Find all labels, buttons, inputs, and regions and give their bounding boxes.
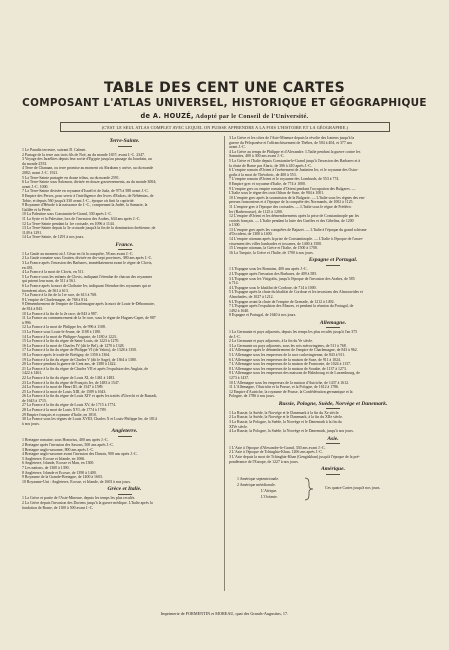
map-entry: 26 La France à la fin du règne de Louis XIV et après les traités d'Utrecht et de Rastadt, xyxy=(22,394,158,399)
adoption-text: Adopté par le Conseil de l'Université. xyxy=(195,113,309,120)
section-rule xyxy=(118,146,132,147)
map-entry: la chute de Rome par Alaric, de 306 à 410 après J.-C. xyxy=(229,163,312,168)
map-entry: 7 La Terre-Sainte divisée en royaume d'Israël et de Juda, de 975 à 588 avant J.-C. xyxy=(22,189,149,194)
map-entry: 4 La Grèce au temps de Philippe et d'Alexandre. L'Italie pendant la guerre contre les xyxy=(229,149,361,154)
map-entry: 29 Empire français et royaume d'Italie, en 1810. xyxy=(22,412,97,417)
map-entry: 10 L'Allemagne sous les empereurs de la maison d'Autriche, de 1437 à 1612. xyxy=(229,380,350,385)
map-entry: 2 La Germanie et pays adjacents, à la fin du Ve siècle. xyxy=(229,339,314,344)
adoption-line xyxy=(0,112,449,120)
map-entry: 4 L'Allemagne après le démembrement de l'empire de Charlemagne, de 843 à 962. xyxy=(229,348,358,353)
map-entry: d'Occident, de 1300 à 1400. xyxy=(229,232,273,237)
map-entry: 2 Amérique méridionale. xyxy=(237,483,276,488)
map-entry: 9 Royaume de la Grande-Bretagne, de 1400 à 1603. xyxy=(22,475,103,480)
map-entry: 1 La Germanie et pays adjacents, depuis les temps les plus reculés jusqu'à l'an 375 xyxy=(229,329,358,334)
section-heading: Angleterre. xyxy=(111,428,138,435)
map-entry: 2 La Gaule romaine sous Gratien, divisée en dix-sept provinces, 380 ans après J.-C. xyxy=(22,256,153,261)
map-entry: 23 La France à la fin du règne de François Ier, de 1483 à 1547. xyxy=(22,380,120,385)
map-entry: 15 La France à la fin du règne de Saint-Louis, de 1223 à 1270. xyxy=(22,339,120,344)
map-entry: vissement des villes lombardes et toscanes, de 1400 à 1500. xyxy=(229,241,323,246)
map-entry: 27 La France à la fin du règne de Louis XV, de 1715 à 1774. xyxy=(22,403,117,408)
map-entry: L'Afrique. xyxy=(261,489,278,494)
section-rule xyxy=(326,327,340,328)
map-entry: 10 La France à la fin de la 2e race, de 843 à 987. xyxy=(22,311,98,316)
section-heading: Asie. xyxy=(327,435,339,442)
map-entry: de J.-C. xyxy=(229,334,241,339)
section-rule xyxy=(326,443,340,444)
map-entry: formèrent alors, de 561 à 613. xyxy=(22,288,69,293)
section-rule xyxy=(326,265,340,266)
map-entry: 14 L'empire ottoman après la prise de Constantinople. — L'Italie à l'époque de l'asser- xyxy=(229,237,364,242)
map-entry: 5 L'Allemagne sous les empereurs de la race carlovingienne, de 843 à 911. xyxy=(229,352,346,357)
map-entry: 10 Royaume-Uni : Angleterre, Écosse, et Irlande, de 1603 à nos jours. xyxy=(22,479,132,484)
section-heading: Grèce et Italie. xyxy=(107,486,142,493)
map-entry: 4 La Russie, la Pologne, la Suède, la Norvège et le Danemark, jusqu'à nos jours. xyxy=(229,429,354,434)
map-entry: 5 Angleterre, Écosse et Irlande, en 1066. xyxy=(22,456,86,461)
map-entry: 17 La France à la fin du règne de Philippe VI (de Valois), de 1328 à 1350. xyxy=(22,348,138,353)
map-entry: de 814 à 843. xyxy=(22,307,43,311)
map-entry: 1422 à 1461. xyxy=(22,371,43,376)
map-entry: 3 L'Espagne sous les Visigoths, jusqu'à l'époque de l'invasion des Arabes, de 585 xyxy=(229,276,355,281)
map-entry: 4 L'Espagne sous le khalifat de Cordoue, de 714 à 1000. xyxy=(229,285,317,290)
map-entry: 1 Le Paradis terrestre, suivant D. Calmet. xyxy=(22,148,87,152)
map-entry: guerre du Péloponèse et l'affranchissement de Thèbes, de 504 à 404, et 377 ans xyxy=(229,140,352,145)
map-entry: 13 L'empire grec après les conquêtes de Bajazet. — L'Italie à l'époque du grand schisme xyxy=(229,227,367,232)
map-entry: 4 Bretagne anglo-saxonne avant l'invasion des Danois, 900 ans après J.-C. xyxy=(22,452,138,457)
map-entry: 1 Bretagne romaine, sous Honorius, 400 ans après J.-C. xyxy=(22,438,109,443)
map-entry: 8 Empire des Perses, pour servir à l'intelligence des livres d'Esdras, de Néhémias, de xyxy=(22,193,154,198)
section-heading: Russie, Pologne, Suède, Norvège et Danemark. xyxy=(278,400,388,407)
map-entry: 5 La Grèce et l'Italie depuis Constantin-le-Grand jusqu'à l'invasion des Barbares et à xyxy=(229,158,361,163)
section-heading: Espagne et Portugal. xyxy=(308,257,358,264)
map-entry: 2 Partage de la terre aux trois fils de Noé, au du monde 1657; avant J.-C. 2347. xyxy=(22,152,145,157)
map-entry: pereurs franconiens et à l'époque de la conquête des Normands, de 1002 à 1125. xyxy=(229,200,354,205)
map-entry: 14 La France à la mort de Philippe-Auguste, de 1180 à 1223. xyxy=(22,334,117,339)
map-entry: 1 La Grèce et partie de l'Asie-Mineure, depuis les temps les plus reculés. xyxy=(22,496,136,501)
map-entry: 9 L'empire grec ou empire romain d'Orient pendant l'occupation des Bulgares. — xyxy=(229,186,356,191)
map-entry: 2 La Russie, la Suède, la Norvège et le Danemark, à la fin du XIIe siècle. xyxy=(229,415,343,420)
map-entry: à 1300. xyxy=(229,223,241,228)
map-entry: 6 La Terre-Sainte sous Salomon, divisée en douze gouvernements, au du monde 3004; xyxy=(22,180,157,185)
section-heading: Terre-Sainte. xyxy=(109,138,140,144)
map-entry: 6 L'Allemagne sous les empereurs de la maison de Saxe, de 911 à 1024. xyxy=(229,357,341,362)
map-entry: 2082; avant J.-C. 1921. xyxy=(22,170,59,175)
map-entry: 22 La France à la fin du règne de Louis XI, de 1461 à 1483. xyxy=(22,375,116,380)
section-rule xyxy=(118,249,132,250)
map-entry: Tobie, et depuis 560 jusqu'à 330 avant J.-C., époque où finit la captivité. xyxy=(22,198,135,203)
map-entry: 7 L'Espagne après l'expulsion des Maures, et pendant la réunion du Portugal, de xyxy=(229,304,354,309)
map-entry: 7 L'empire romain d'Orient et le royaume des Lombards, de 553 à 774. xyxy=(229,177,340,182)
left-column xyxy=(22,136,227,510)
map-entry: 3 L'Asie depuis la mort de Tchinghiz-Khan (Gengiskhan) jusqu'à l'époque de la pré- xyxy=(229,455,360,460)
map-entry: 9 Royaume d'Hérode à la naissance de J.-C., comprenant la Judée, la Samarie, la xyxy=(22,203,148,208)
map-entry: 2 L'Espagne après l'invasion des Barbares, de 409 à 585. xyxy=(229,272,318,277)
map-entry: 11 La France au commencement de la 3e race, sous le règne de Hugues-Capet, de 987 xyxy=(22,316,156,321)
section-heading-amerique: Amérique. xyxy=(320,466,346,473)
section-rule xyxy=(326,408,340,409)
map-entry: Samnites, 400 à 300 ans avant J.-C. xyxy=(229,154,285,159)
map-entry: de 1643 à 1715. xyxy=(22,398,47,403)
map-entry: XIVe siècle. xyxy=(229,424,249,429)
map-entry: 16 La France à la mort de Charles IV (dit le Bel), de 1270 à 1328. xyxy=(22,343,125,348)
author-mark: de A. HOUZÉ, xyxy=(140,112,194,120)
map-entry: 12 L'empire d'Orient et les démembrements après la prise de Constantinople par les xyxy=(229,214,359,219)
map-entry: 3 Bretagne anglo-saxonne, 800 ans après J.-C. xyxy=(22,447,95,452)
map-entry: à 996. xyxy=(22,320,32,325)
map-entry: 1149 à 1291. xyxy=(22,230,43,235)
map-entry: 1 Amérique septentrionale. xyxy=(237,477,280,482)
map-entry: 13 La France sous Louis-le-Jeune, de 1108 à 1180. xyxy=(22,329,102,334)
map-entry: 9 L'Allemagne sous les empereurs des maisons de Habsbourg et de Luxembourg, de xyxy=(229,371,360,376)
map-entry: 8 Empire grec et royaume d'Italie, de 774 à 1000. xyxy=(229,181,306,186)
map-entry: 12 La Terre-Sainte pendant la 1re croisade, en 1096 à 1144. xyxy=(22,221,115,226)
map-entry: 25 La France à la mort de Louis XIII, de 1589 à 1643. xyxy=(22,389,107,394)
map-entry: 11 L'empire grec à l'époque des croisades. — L'Italie sous le règne de Frédéric xyxy=(229,204,352,209)
map-entry: 11 La Syrie et la Palestine, lors de l'invasion des Arabes, 634 ans après J.-C. xyxy=(22,216,141,221)
map-entry: 7 Les nations, de 1300 à 1390. xyxy=(22,466,70,470)
map-entry: 6 L'empire romain d'Orient à l'avènement de Justinien Ier, et le royaume des Ostro- xyxy=(229,168,359,173)
brace-path xyxy=(305,478,313,500)
amerique-list xyxy=(237,476,279,500)
map-entry: 1492 à 1640. xyxy=(229,308,250,313)
map-entry: avant J.-C. 1000. xyxy=(22,184,49,189)
map-entry: 8 L'Allemagne sous les empereurs de la maison de Souabe, de 1137 à 1273. xyxy=(229,366,347,371)
map-entry: avant J.-C. xyxy=(229,145,246,150)
map-entry: 3 La Germanie ou pays adjacents, sous les rois mérovingiens, de 511 à 768. xyxy=(229,343,347,348)
right-column xyxy=(224,136,437,591)
map-entry: L'Océanie. xyxy=(261,495,278,500)
map-entry: 18 La France après le traité de Brétigny, de 1350 à 1364. xyxy=(22,352,111,357)
map-entry: 21 La France à la fin du règne de Charles VII et après l'expulsion des Anglais, de xyxy=(22,366,149,371)
section-heading: France. xyxy=(115,241,134,248)
amerique-brace-group xyxy=(229,476,437,506)
section-heading: Allemagne. xyxy=(319,319,347,326)
map-entry: 10 L'empire grec après la soumission de la Bulgarie. — L'Italie sous les règnes des em- xyxy=(229,195,366,200)
map-entry: 14 La Terre-Sainte, de 1291 à nos jours. xyxy=(22,235,85,240)
map-entry: 5 La France sous les enfants de Clovis, indiquant l'étendue de chacun des royaumes xyxy=(22,274,153,279)
map-entry: en 481. xyxy=(22,265,34,270)
map-entry: à nos jours. xyxy=(22,421,40,426)
note-box: (C'EST LE SEUL ATLAS COMPLET AVEC LEQUEL ON PUISSE APPRENDRE A LA FOIS L'HISTOIRE ET LA GÉOGRAPHIE.) xyxy=(60,122,390,132)
map-entry: 4 Terre de Chanaan, ou terre promise au moment où Abraham y arrive, au du monde xyxy=(22,166,154,171)
map-entry: 11 L'Allemagne, l'Autriche et la Prusse, et la Pologne, de 1612 à 1786. xyxy=(229,385,339,390)
map-entry: 24 La France à la mort de Henri III, de 1547 à 1589. xyxy=(22,385,104,390)
map-entry: 6 La France après la mort de Clothaire Ier, indiquant l'étendue des royaumes qui se xyxy=(22,284,152,289)
map-entry: 19 La France à la fin du règne de Charles V (dit le Sage), de 1364 à 1380. xyxy=(22,357,137,362)
map-entry: 20 La France pendant la guerre de Cent ans, de 1380 à 1422. xyxy=(22,362,117,367)
map-entry: Pologne, de 1786 à nos jours. xyxy=(229,394,275,399)
page-title: TABLE DES CENT UNE CARTES xyxy=(104,80,345,96)
map-entry: 1273 à 1437. xyxy=(229,375,250,380)
map-entry: 7 La France à la fin de la 1re race, de 613 à 768. xyxy=(22,293,98,298)
curly-brace xyxy=(303,477,317,501)
section-rule xyxy=(118,494,132,495)
map-entry: 3 Voyage des Israélites depuis leur sortie d'Égypte jusqu'au passage du Jourdain, au xyxy=(22,157,152,162)
map-entry: 9 Démembrement de l'empire de Charlemagne après la mort de Louis-le-Débonnaire, xyxy=(22,302,155,307)
printer-footer: Imprimerie de FORMENTIN et MOREAU, quai des Grands-Augustins, 17. xyxy=(160,611,289,616)
map-entry: 3 La Russie, la Pologne, la Suède, la Norvège et le Danemark à la fin du xyxy=(229,420,342,425)
map-entry: du monde 2553. xyxy=(22,161,48,166)
map-entry: Ier (Barberousse), de 1125 à 1200. xyxy=(229,209,283,214)
map-entry: croisés français. — L'Italie pendant la lutte des Guelfes et des Gibelins, de 1200 xyxy=(229,218,354,223)
map-entry: 1 L'Espagne sous les Romains, 400 ans après J.-C. xyxy=(229,267,308,272)
map-entry: Galilée et la Pérée. xyxy=(22,207,52,212)
map-entry: L'Italie sous le règne des trois Othon de Saxe, de 904 à 1001. xyxy=(229,191,325,196)
map-entry: 28 La France à la mort de Louis XVI, de 1774 à 1789. xyxy=(22,408,107,413)
map-entry: pondérance de l'Europe, de 1227 à nos jours. xyxy=(229,459,299,464)
map-entry: goths à la mort de Théodoric, de 400 à 553. xyxy=(229,172,297,177)
map-entry: 8 Espagne et Portugal, de 1640 à nos jours. xyxy=(229,313,297,318)
map-entry: 3 La France après l'invasion des Barbares, immédiatement avant le règne de Clovis, xyxy=(22,261,153,266)
map-entry: 16 La Turquie, la Grèce et l'Italie, de 1700 à nos jours. xyxy=(229,250,314,255)
map-entry: 2 La Grèce depuis l'invasion des Doriens jusqu'à la guerre médique. L'Italie après la xyxy=(22,500,153,505)
map-entry: 10 La Palestine sous Constantin-le-Grand, 330 après J.-C. xyxy=(22,212,113,217)
map-entry: 2 L'Asie à l'époque de Tchinghiz-Khan, 1206 ans après J.-C. xyxy=(229,450,323,455)
map-entry: Almohades, de 1027 à 1212. xyxy=(229,295,274,299)
map-entry: 12 Empire d'Autriche, la royaume de Prusse, la Confédération germanique et la xyxy=(229,389,353,394)
map-entry: 5 La Terre-Sainte partagée en douze tribus, au du monde 2591. xyxy=(22,175,120,180)
map-entry: 2 Bretagne après l'invasion des Saxons, 500 ans après J.-C. xyxy=(22,443,114,448)
map-entry: 8 L'empire de Charlemagne, de 768 à 814. xyxy=(22,297,89,302)
section-rule xyxy=(118,436,132,437)
map-entry: 7 L'Allemagne sous les empereurs de la maison de Franconie, de 1024 à 1137. xyxy=(229,362,351,367)
map-entry: 1 La Gaule au moment où J. César en fit la conquête, 58 ans avant J.-C. xyxy=(22,251,134,256)
map-entry: 4 La France à la mort de Clovis, en 511. xyxy=(22,270,85,275)
map-entry: 5 L'Espagne après la chute du khalifat de Cordoue et les invasions des Almoravides et xyxy=(229,290,363,295)
map-entry: qui prirent leur nom, de 511 à 561. xyxy=(22,279,76,284)
map-entry: 1 La Russie, la Suède, la Norvège et le Danemark à la fin du Xe siècle. xyxy=(229,410,340,415)
section-rule xyxy=(326,474,340,475)
map-entry: 8 Angleterre, Irlande et Écosse, de 1390 à 1400. xyxy=(22,470,97,475)
page-subtitle: COMPOSANT L'ATLAS UNIVERSEL, HISTORIQUE ET GÉOGRAPHIQUE xyxy=(22,97,427,109)
map-entry: 13 La Terre-Sainte depuis la 3e croisade jusqu'à la fin de la domination chrétienne, de xyxy=(22,226,156,231)
map-entry: 6 Angleterre, Irlande, Écosse et Man, en 1300. xyxy=(22,461,95,466)
map-entry: fondation de Rome, de 1100 à 500 avant J.-C. xyxy=(22,505,94,510)
map-entry: 30 La France sous les règnes de Louis XVIII, Charles X et Louis-Philippe Ier, de 1814 xyxy=(22,417,157,422)
map-entry: 3 La Grèce et les côtes de l'Asie-Mineure depuis la révolte des Ioniens jusqu'à la xyxy=(229,136,355,140)
map-entry: à 714. xyxy=(229,281,239,286)
map-entry: 12 La France à la mort de Philippe Ier, de 996 à 1108. xyxy=(22,325,106,330)
map-entry: 1 L'Asie à l'époque d'Alexandre-le-Grand, 330 ans avant J.-C. xyxy=(229,445,326,450)
map-entry: 15 L'empire ottoman, la Grèce et l'Italie, de 1500 à 1700. xyxy=(229,246,318,251)
brace-label: Ces quatre Cartes jusqu'à nos jours. xyxy=(325,486,381,491)
map-entry: 6 L'Espagne avant la chute de l'empire de Grenade, de 1212 à 1492. xyxy=(229,299,335,304)
